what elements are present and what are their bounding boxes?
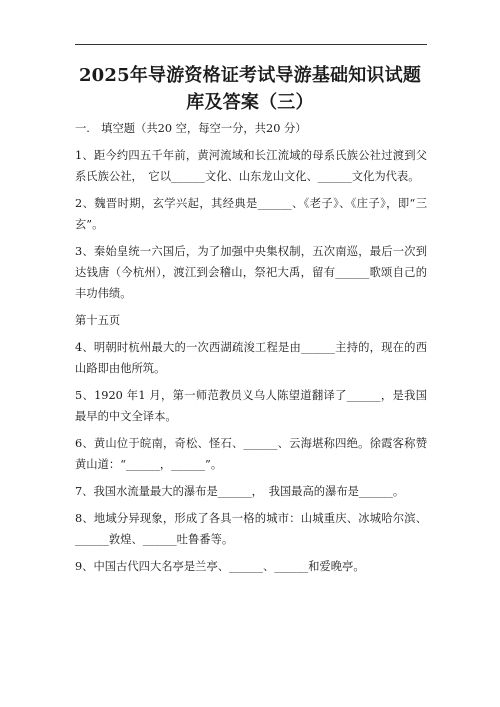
page-marker: 第十五页 — [75, 314, 121, 327]
header-rule — [75, 44, 427, 45]
question-4: 4、明朝时杭州最大的一次西湖疏浚工程是由______主持的，现在的西山路即由他所筑。 — [75, 341, 427, 375]
question-9: 9、中国古代四大名亭是兰亭、______、______和爱晚亭。 — [75, 560, 365, 573]
question-6: 6、黄山位于皖南，奇松、怪石、______、云海堪称四绝。徐霞客称赞黄山道：“______，______”。 — [75, 437, 427, 471]
question-5: 5、1920 年1 月，第一师范教员义乌人陈望道翻译了______，是我国最早的中文全译本。 — [75, 389, 427, 423]
question-7: 7、我国水流量最大的瀑布是______， 我国最高的瀑布是______。 — [75, 485, 405, 498]
section-heading: 一. 填空题（共20 空，每空一分，共20 分） — [75, 122, 307, 135]
question-2: 2、魏晋时期，玄学兴起，其经典是______、《老子》、《庄子》，即“三玄”。 — [75, 197, 427, 231]
question-1: 1、距今约四五千年前，黄河流域和长江流域的母系氏族公社过渡到父系氏族公社， 它以______文化、山东龙山文化、______文化为代表。 — [75, 149, 427, 183]
question-8: 8、地域分异现象，形成了各具一格的城市：山城重庆、冰城哈尔滨、______敦煌、______吐鲁番等。 — [75, 512, 427, 546]
document-title — [60, 62, 440, 116]
title-line-2: 库及答案（三） — [186, 92, 314, 113]
document-body — [75, 118, 427, 583]
title-line-1: 2025年导游资格证考试导游基础知识试题 — [78, 65, 422, 86]
question-3: 3、秦始皇统一六国后，为了加强中央集权制，五次南巡，最后一次到达钱唐（今杭州），渡江到会稽山，祭祀大禹，留有______歌颂自己的丰功伟绩。 — [75, 245, 427, 300]
